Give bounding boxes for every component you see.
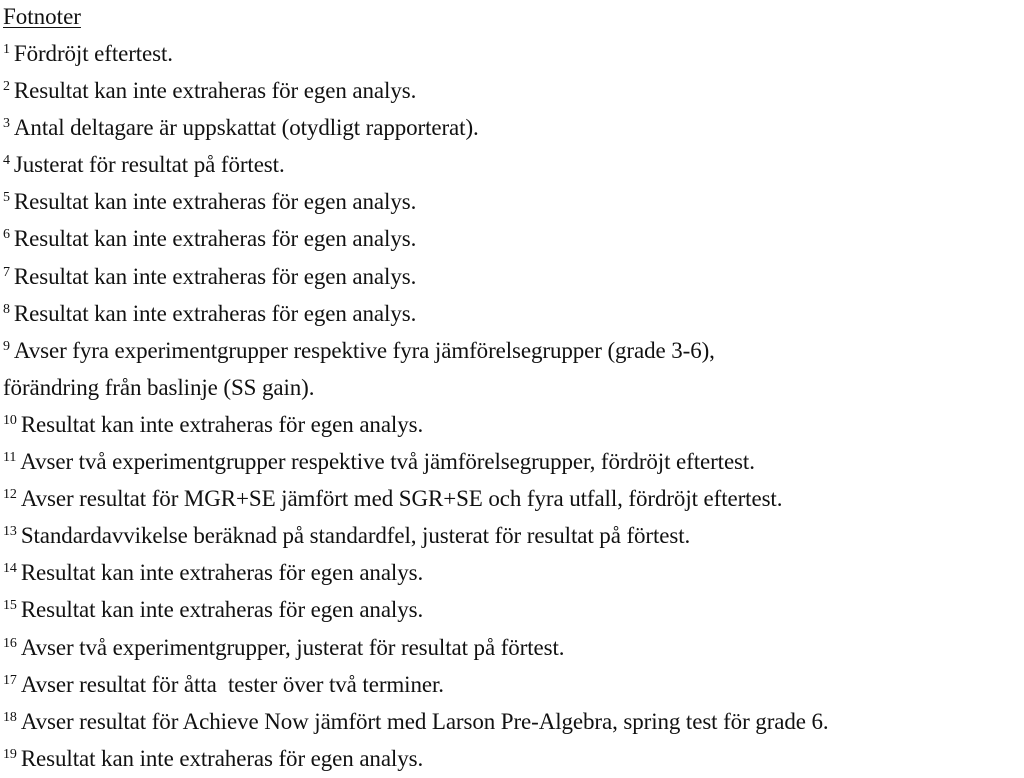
footnote-9 bbox=[3, 332, 1023, 406]
footnote-text: Resultat kan inte extraheras för egen analys. bbox=[20, 745, 424, 771]
footnote-17 bbox=[3, 666, 1023, 703]
footnote-6 bbox=[3, 220, 1023, 257]
footnote-number: 8 bbox=[3, 301, 10, 317]
footnote-1 bbox=[3, 35, 1023, 72]
footnote-text: Resultat kan inte extraheras för egen analys. bbox=[13, 78, 417, 104]
footnote-number: 10 bbox=[3, 412, 17, 428]
footnote-number: 14 bbox=[3, 561, 17, 577]
footnote-16 bbox=[3, 629, 1023, 666]
footnote-number: 17 bbox=[3, 672, 17, 688]
footnote-text: Resultat kan inte extraheras för egen analys. bbox=[13, 263, 417, 289]
footnote-number: 4 bbox=[3, 153, 10, 169]
footnote-number: 19 bbox=[3, 746, 17, 762]
footnote-number: 11 bbox=[3, 450, 17, 466]
footnote-text: Justerat för resultat på förtest. bbox=[13, 152, 285, 178]
footnote-8 bbox=[3, 295, 1023, 332]
footnote-text-continuation: förändring från baslinje (SS gain). bbox=[3, 374, 315, 400]
footnote-text: Avser resultat för Achieve Now jämfört med Larson Pre-Algebra, spring test för grade 6. bbox=[20, 708, 829, 734]
footnote-number: 12 bbox=[3, 487, 17, 503]
footnote-number: 18 bbox=[3, 709, 17, 725]
footnote-text: Avser två experimentgrupper, justerat för resultat på förtest. bbox=[20, 634, 565, 660]
footnote-text: Avser två experimentgrupper respektive två jämförelsegrupper, fördröjt eftertest. bbox=[20, 449, 755, 475]
footnote-number: 16 bbox=[3, 635, 17, 651]
footnote-2 bbox=[3, 72, 1023, 109]
footnote-7 bbox=[3, 258, 1023, 295]
footnote-12 bbox=[3, 480, 1023, 517]
footnote-3 bbox=[3, 109, 1023, 146]
footnote-number: 2 bbox=[3, 79, 10, 95]
footnotes-heading: Fotnoter bbox=[3, 4, 81, 29]
footnote-5 bbox=[3, 183, 1023, 220]
footnote-text: Avser resultat för MGR+SE jämfört med SGR+SE och fyra utfall, fördröjt eftertest. bbox=[20, 486, 783, 512]
footnote-18 bbox=[3, 703, 1023, 740]
footnote-text: Resultat kan inte extraheras för egen analys. bbox=[20, 560, 424, 586]
footnote-15 bbox=[3, 591, 1023, 628]
footnote-text: Fördröjt eftertest. bbox=[13, 41, 173, 66]
footnote-text: Resultat kan inte extraheras för egen analys. bbox=[20, 411, 424, 437]
footnote-4 bbox=[3, 146, 1023, 183]
footnotes-list bbox=[3, 35, 1023, 777]
footnote-14 bbox=[3, 554, 1023, 591]
footnote-19 bbox=[3, 740, 1023, 777]
footnote-text: Resultat kan inte extraheras för egen analys. bbox=[20, 597, 424, 623]
footnote-13 bbox=[3, 517, 1023, 554]
footnote-text: Antal deltagare är uppskattat (otydligt rapporterat). bbox=[13, 115, 479, 141]
footnote-10 bbox=[3, 406, 1023, 443]
footnote-number: 15 bbox=[3, 598, 17, 614]
footnote-text: Resultat kan inte extraheras för egen analys. bbox=[13, 300, 417, 326]
footnote-number: 6 bbox=[3, 227, 10, 243]
footnote-text: Avser fyra experimentgrupper respektive fyra jämförelsegrupper (grade 3-6), bbox=[13, 337, 715, 363]
footnote-text: Resultat kan inte extraheras för egen analys. bbox=[13, 226, 417, 252]
footnote-text: Avser resultat för åtta tester över två terminer. bbox=[20, 671, 444, 697]
footnote-text: Resultat kan inte extraheras för egen analys. bbox=[13, 189, 417, 215]
footnote-number: 3 bbox=[3, 116, 10, 132]
footnote-number: 13 bbox=[3, 524, 17, 540]
footnote-number: 7 bbox=[3, 264, 10, 280]
footnotes-document bbox=[3, 0, 1023, 777]
footnote-number: 5 bbox=[3, 190, 10, 206]
footnote-number: 9 bbox=[3, 338, 10, 354]
footnote-text: Standardavvikelse beräknad på standardfel, justerat för resultat på förtest. bbox=[20, 523, 691, 549]
footnote-11 bbox=[3, 443, 1023, 480]
footnote-number: 1 bbox=[3, 42, 10, 57]
